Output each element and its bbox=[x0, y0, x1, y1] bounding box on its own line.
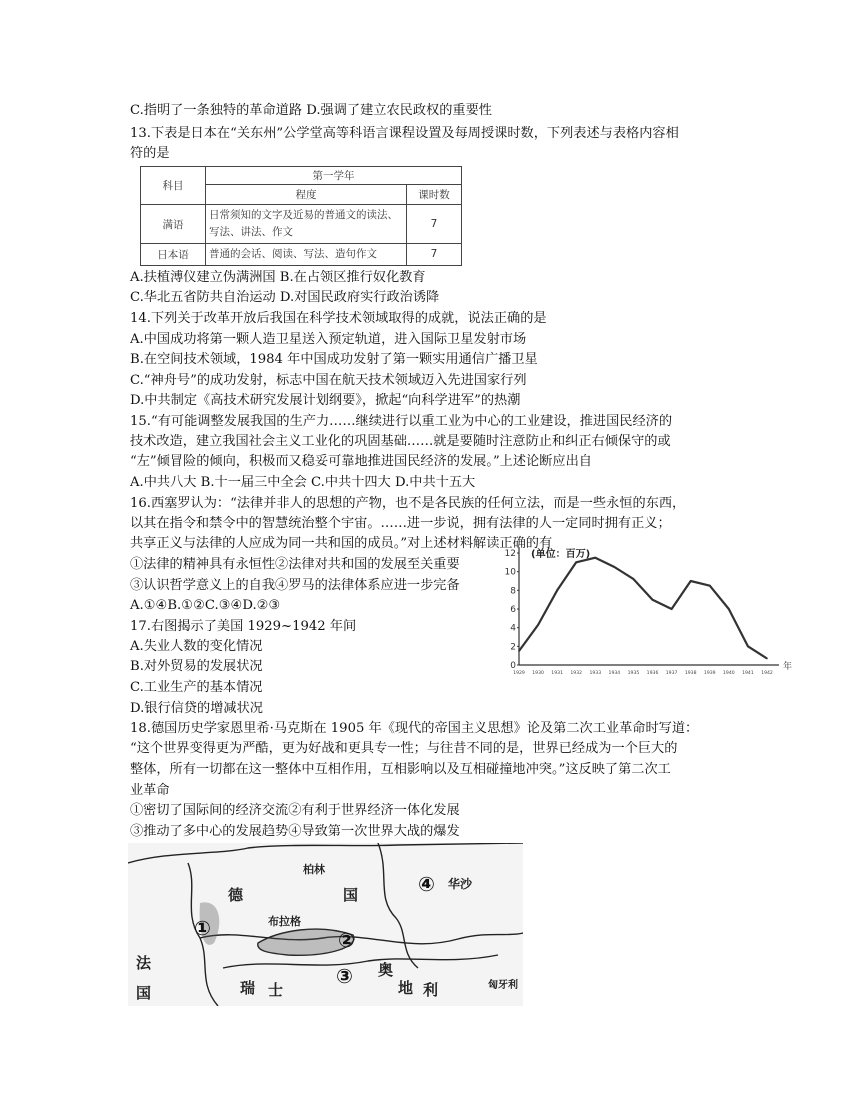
data-point bbox=[518, 650, 520, 652]
text-line: ③推动了多中心的发展趋势④导致第一次世界大战的爆发 bbox=[130, 824, 460, 839]
text-line: 业革命 bbox=[130, 783, 170, 798]
map-marker-2: ② bbox=[338, 928, 355, 952]
map-label: 布拉格 bbox=[268, 915, 301, 928]
option-line: C.“神舟号”的成功发射，标志中国在航天技术领域迈入先进国家行列 bbox=[130, 373, 527, 388]
table-cell-content: 日常须知的文字及近易的普通文的读法、写法、讲法、作文 bbox=[206, 205, 407, 243]
map-label: 士 bbox=[268, 981, 284, 999]
curriculum-table bbox=[140, 166, 462, 266]
table-header-year: 第一学年 bbox=[206, 167, 462, 185]
option-line: C.华北五省防共自治运动 D.对国民政府实行政治诱降 bbox=[130, 290, 440, 305]
data-point bbox=[709, 585, 711, 587]
x-tick-label: 1929 bbox=[513, 671, 525, 676]
option-line: A.①④B.①②C.③④D.②③ bbox=[130, 598, 281, 613]
data-point bbox=[671, 608, 673, 610]
data-point bbox=[537, 624, 539, 626]
table-cell-content: 普通的会话、阅读、写法、造句作文 bbox=[206, 243, 407, 265]
data-point bbox=[728, 608, 730, 610]
map-marker-1: ① bbox=[194, 916, 211, 940]
x-tick-label: 1940 bbox=[722, 671, 735, 676]
map-marker-3: ③ bbox=[336, 964, 353, 988]
text-line: 整体，所有一切都在这一整体中互相作用，互相影响以及互相碰撞地冲突。”这反映了第二次工 bbox=[130, 762, 671, 777]
text-line: ①法律的精神具有永恒性②法律对共和国的发展至关重要 bbox=[130, 557, 460, 572]
table-cell-hours: 7 bbox=[407, 205, 462, 243]
option-line: D.中共制定《高技术研究发展计划纲要》，掀起“向科学进军”的热潮 bbox=[130, 393, 521, 408]
x-tick-label: 1938 bbox=[684, 671, 697, 676]
option-line: A.失业人数的变化情况 bbox=[130, 639, 263, 654]
table-cell-hours: 7 bbox=[407, 243, 462, 265]
question-16-stem: 16.西塞罗认为：“法律并非人的思想的产物，也不是各民族的任何立法，而是一些永恒的东西， bbox=[130, 496, 686, 511]
text-line: “左”倾冒险的倾向，积极而又稳妥可靠地推进国民经济的发展。”上述论断应出自 bbox=[130, 454, 592, 469]
table-cell-subject: 日本语 bbox=[141, 243, 206, 265]
option-line: C.工业生产的基本情况 bbox=[130, 680, 263, 695]
map-label: 利 bbox=[423, 981, 439, 999]
data-point bbox=[652, 599, 654, 601]
x-tick-label: 1933 bbox=[589, 671, 602, 676]
text-line: C.指明了一条独特的革命道路 D.强调了建立农民政权的重要性 bbox=[130, 103, 492, 118]
option-line: A.中共八大 B.十一届三中全会 C.中共十四大 D.中共十五大 bbox=[130, 475, 476, 490]
x-tick-label: 1937 bbox=[665, 671, 678, 676]
option-line: D.银行信贷的增减状况 bbox=[130, 701, 263, 716]
question-17-stem: 17.右图揭示了美国 1929~1942 年间 bbox=[130, 619, 357, 634]
option-line: A.中国成功将第一颗人造卫星送入预定轨道，进入国际卫星发射市场 bbox=[130, 332, 527, 347]
text-line: 技术改造，建立我国社会主义工业化的巩固基础……就是要随时注意防止和纠正右倾保守的或 bbox=[130, 434, 671, 449]
series-line bbox=[519, 558, 767, 659]
text-line: “这个世界变得更为严酷，更为好战和更具专一性；与往昔不同的是，世界已经成为一个巨大的 bbox=[130, 741, 678, 756]
map-background bbox=[128, 843, 523, 1006]
x-tick-label: 1941 bbox=[742, 671, 754, 676]
map-label: 华沙 bbox=[448, 877, 473, 891]
data-point bbox=[614, 566, 616, 568]
x-tick-label: 1942 bbox=[761, 671, 773, 676]
x-tick-label: 1935 bbox=[627, 671, 640, 676]
data-point bbox=[766, 658, 768, 660]
table-header-subject: 科目 bbox=[141, 167, 206, 205]
data-point bbox=[747, 646, 749, 648]
y-tick-label: 0 bbox=[510, 661, 516, 671]
map-label: 德 bbox=[228, 886, 244, 904]
question-18-stem: 18.德国历史学家恩里希·马克斯在 1905 年《现代的帝国主义思想》论及第二次工业革命时写道： bbox=[130, 721, 699, 736]
text-line: 共享正义与法律的人应成为同一共和国的成员。”对上述材料解读正确的有 bbox=[130, 536, 553, 551]
question-13-stem: 13.下表是日本在“关东州”公学堂高等科语言课程设置及每周授课时数，下列表述与表格内容相 bbox=[130, 126, 679, 141]
question-15-stem: 15.“有可能调整发展我国的生产力……继续进行以重工业为中心的工业建设，推进国民经济的 bbox=[130, 414, 673, 429]
map-label: 奥 bbox=[378, 961, 394, 979]
data-point bbox=[690, 580, 692, 582]
y-tick-label: 10 bbox=[505, 567, 516, 578]
map-label: 国 bbox=[136, 984, 152, 1002]
data-point bbox=[595, 557, 597, 559]
text-line: ①密切了国际间的经济交流②有利于世界经济一体化发展 bbox=[130, 803, 460, 818]
y-tick-label: 6 bbox=[510, 605, 516, 615]
text-line: 以其在指令和禁令中的智慧统治整个宇宙。……进一步说，拥有法律的人一定同时拥有正义； bbox=[130, 516, 671, 531]
y-tick-label: 12 bbox=[505, 549, 516, 559]
map-label: 瑞 bbox=[240, 979, 256, 997]
y-tick-label: 2 bbox=[510, 642, 516, 653]
table-header-hours: 课时数 bbox=[407, 185, 462, 205]
table-cell-subject: 满语 bbox=[141, 205, 206, 243]
x-axis-unit: 年 bbox=[783, 662, 793, 672]
option-line: B.在空间技术领域，1984 年中国成功发射了第一颗实用通信广播卫星 bbox=[130, 352, 538, 367]
text-line: 符的是 bbox=[130, 146, 170, 161]
map-marker-4: ④ bbox=[418, 872, 435, 896]
map-label: 匈牙利 bbox=[488, 980, 518, 991]
data-point bbox=[575, 562, 577, 564]
x-tick-label: 1931 bbox=[551, 671, 564, 676]
data-point bbox=[556, 590, 558, 592]
table-row bbox=[141, 205, 462, 243]
x-tick-label: 1930 bbox=[532, 671, 544, 676]
data-point bbox=[633, 578, 635, 580]
text-line: ③认识哲学意义上的自我④罗马的法律体系应进一步完备 bbox=[130, 578, 460, 593]
map-label: 柏林 bbox=[303, 863, 325, 876]
map-label: 地 bbox=[398, 979, 414, 997]
table-header-content: 程度 bbox=[206, 185, 407, 205]
x-tick-label: 1932 bbox=[570, 671, 583, 676]
us-line-chart bbox=[505, 543, 795, 681]
map-label: 法 bbox=[136, 954, 152, 972]
table-row bbox=[141, 243, 462, 265]
option-line: A.扶植溥仪建立伪满洲国 B.在占领区推行奴化教育 bbox=[130, 270, 426, 285]
x-tick-label: 1934 bbox=[608, 671, 621, 676]
y-axis-label: (单位：百万) bbox=[531, 549, 591, 560]
y-tick-label: 4 bbox=[510, 623, 516, 634]
y-tick-label: 8 bbox=[510, 586, 516, 597]
x-tick-label: 1939 bbox=[703, 671, 716, 676]
x-tick-label: 1936 bbox=[646, 671, 659, 676]
central-europe-map bbox=[128, 843, 523, 1006]
question-14-stem: 14.下列关于改革开放后我国在科学技术领域取得的成就，说法正确的是 bbox=[130, 311, 547, 326]
map-label: 国 bbox=[343, 886, 359, 904]
option-line: B.对外贸易的发展状况 bbox=[130, 659, 263, 674]
